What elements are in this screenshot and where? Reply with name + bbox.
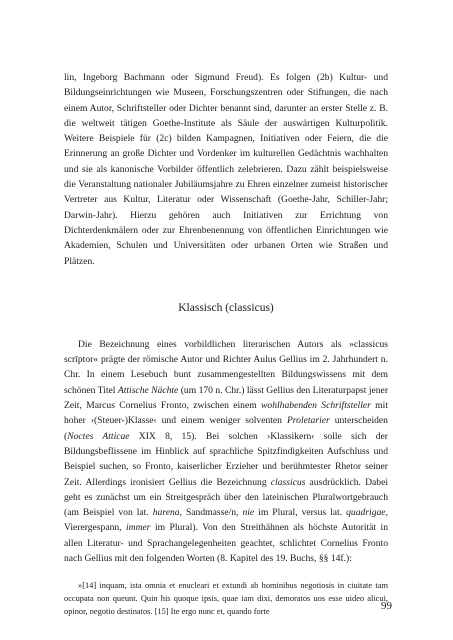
classicus-run: im Plural, versus lat. <box>254 507 347 519</box>
classicus-run: nie <box>242 507 255 519</box>
section-heading: Klassisch (classicus) <box>178 301 274 314</box>
latin-quote: »[14] inquam, ista omnia et enucleari et extundi ab hominibus negotiosis in ciuitate tam occupata non queunt. Quin his quoque ipsis, quae iam dixi, demoratos uos esse uideo alicui, opinor, negotio destinatos. [15] Ite ergo nunc et, quando forte <box>64 581 388 616</box>
classicus-run: harena <box>152 507 180 519</box>
classicus-run: mit hoher ›(Steuer-)Klasse‹ und einem weniger solventen <box>64 400 388 427</box>
classicus-run: ausdrücklich. Dabei geht es zunächst um ein Streitgespräch über den lateinischen Pluralwortgebrauch (am Beispiel von lat. <box>64 476 388 519</box>
classicus-run: Attische Nächte <box>117 384 179 396</box>
classicus-run: Proletarier <box>286 415 330 427</box>
classicus-run: XIX 8, 15). Bei solchen ›Klassikern‹ solle sich der Bildungsbeflissene im Hinblick auf sprachliche Spitzfindigkeiten Aufschluss und Beispiel suchen, so Fronto, kaiserlicher Erzieher und berühmtester Rhetor seiner Zeit. Allerdings ironisiert Gellius die Bezeichnung <box>64 430 388 488</box>
classicus-run: quadrigae <box>346 507 386 519</box>
classicus-run: , Vierergespann, <box>64 507 388 534</box>
page-number: 99 <box>381 600 392 612</box>
classicus-run: Noctes Atticae <box>67 430 130 442</box>
paragraph-intro <box>64 70 388 269</box>
classicus-run: (um 170 n. Chr.) lässt Gellius den Literaturpapst jener Zeit, Marcus Cornelius Fronto, zwischen einem <box>64 384 389 412</box>
page-body <box>64 70 388 619</box>
classicus-run: unterscheiden ( <box>64 415 388 442</box>
classicus-run: im Plural). Von den Streithähnen als höchste Autorität in allen Literatur- und Sprachangelegenheiten geachtet, schlichtet Cornelius Fronto nach Gellius mit den folgenden Worten (8. Kapitel des 19. Buchs, §§ 14f.): <box>64 522 388 565</box>
classicus-run: wohlhabenden Schriftsteller <box>261 400 371 412</box>
classicus-run: Die Bezeichnung eines vorbildlichen literarischen Autors als »classicus scrīptor« prägte der römische Autor und Richter Aulus Gellius im 2. Jahrhundert n. Chr. In einem Lesebuch bunt zusammengestellten Bildungswissens mit dem schönen Titel <box>64 338 388 396</box>
intro-run: lin, Ingeborg Bachmann oder Sigmund Freud). Es folgen (2b) Kultur- und Bildungseinrichtungen wie Museen, Forschungszentren oder Stiftungen, die nach einem Autor, Schriftsteller oder Dichter benannt sind, darunter an erster Stelle z. B. die weltweit tätigen Goethe-Institute als Säule der auswärtigen Kulturpolitik. Weitere Beispiele für (2c) bilden Kampagnen, Initiativen oder Feiern, die die Erinnerung an große Dichter und Vordenker im kulturellen Gedächtnis wachhalten und sie als kanonische Vorbilder öffentlich zelebrieren. Dazu zählt beispielsweise die Veranstaltung nationaler Jubiläumsjahre zu Ehren einzelner zumeist historischer Vertreter aus Kultur, Literatur oder Wissenschaft (Goethe-Jahr, Schiller-Jahr; Darwin-Jahr). Hierzu gehören auch Initiativen zur Errichtung von Dichterdenkmälern oder zur Ehrenbenennung von öffentlichen Einrichtungen wie Akademien, Schulen und Universitäten oder urbanen Orten wie Straßen und Plätzen. <box>64 72 388 267</box>
paragraph-classicus <box>64 337 388 566</box>
classicus-run: immer <box>126 522 151 534</box>
classicus-run: classicus <box>270 476 306 488</box>
classicus-run: , Sandmasse/n, <box>179 507 243 519</box>
